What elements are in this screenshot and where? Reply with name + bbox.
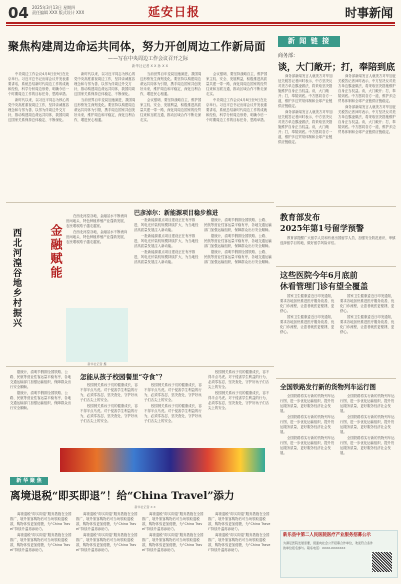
notice-subheadline: 2025年第1号留学预警: [280, 223, 364, 233]
vertical-red-headline: 金融赋能: [49, 224, 63, 280]
food-column-2: 校园餐关系孩子们的健康成长，容不得半点马虎。对于侵害学生利益的行为，必须零容忍，坚决查处，守护好孩子们舌尖上的安全。 校园餐关系孩子们的健康成长，容不得半点马虎。对于侵害学生利益的行为，必须零容忍，坚决查处，守护好孩子们舌尖上的安全。: [144, 383, 202, 423]
main-subheadline: ——写在中央周边工作会议召开之际: [107, 56, 188, 62]
hospital-headline: 这些医院今年6月底前: [280, 270, 358, 280]
hospital-column-1: 国家卫生健康委近日印发通知，要求各地加快推进医疗服务改善，优化门诊流程，让患者就医更便捷、更舒心。 国家卫生健康委近日印发通知，要求各地加快推进医疗服务改善，优化门诊流程，让患者就医更便捷、更舒心。: [280, 294, 335, 334]
main-headline: 聚焦构建周边命运共同体，努力开创周边工作新局面: [8, 40, 266, 53]
hospital-column-2: 国家卫生健康委近日印发通知，要求各地加快推进医疗服务改善，优化门诊流程，让患者就医更便捷、更舒心。 国家卫生健康委近日印发通知，要求各地加快推进医疗服务改善，优化门诊流程，让患者就医更便捷、更舒心。: [340, 294, 395, 334]
center-column-2: 据统计，清明节假期全国铁路、公路、民航等营业性客运量平稳有序，各地交通运输部门加强运输组织，保障群众出行安全顺畅。 据统计，清明节假期全国铁路、公路、民航等营业性客运量平稳有序，各地交通运输部门加强运输组织，保障群众出行安全顺畅。 据统计，清明节假期全国铁路、公路、民航等营业性客运量平稳有序，各地交通运输部门加强运输组织，保障群众出行安全顺畅。: [204, 218, 272, 264]
lower-column-1: 据统计，清明节假期全国铁路、公路、民航等营业性客运量平稳有序，各地交通运输部门加强运输组织，保障群众出行安全顺畅。 据统计，清明节假期全国铁路、公路、民航等营业性客运量平稳有序，各地交通运输部门加强运输组织，保障群众出行安全顺畅。: [10, 370, 72, 410]
divider-lower: [6, 366, 274, 367]
side-story-label: 商务部：: [278, 53, 299, 59]
rail-headline: 全国铁路发行新的货物列车运行图: [280, 383, 376, 391]
bottom-headline: 离境退税“即买即退”！给“China Travel”添力: [10, 490, 235, 502]
side-column-2: 商务部新闻发言人就美方对华加征关税答记者问时表示，中方坚决反对美方单边霸凌做法，将采取坚决措施维护自身正当权益。谈，大门敞开；打，奉陪到底。中方愿同各方一道，维护多边贸易体制和全球产业链供应链稳定。 商务部新闻发言人就美方对华加征关税答记者问时表示，中方坚决反对美方单边霸凌做法，将采取坚决措施维护自身正当权益。谈，大门敞开；打，奉陪到底。中方愿同各方一道，维护多边贸易体制和全球产业链供应链稳定。: [338, 74, 396, 134]
page-number: 04: [8, 4, 29, 22]
section-title: 时事新闻: [344, 6, 393, 20]
bottom-byline: 新华社记者 X X: [134, 505, 156, 509]
notice-headline: 教育部发布: [280, 212, 320, 222]
main-column-2: 新时代以来，以习近平同志为核心的党中央高度重视周边工作，坚持亲诚惠容理念和与邻为善、以邻为伴周边外交方针，推动构建周边命运共同体，我国同周边国家关系保持总体稳定、不断深化。 当前世界百年变局加速演进，我国周边形势发生深刻变化。要坚持以构建周边命运共同体为引领，携手周边国家共创美好未来，维护周边和平稳定，深化互利合作，增进民心相通。: [74, 72, 136, 122]
qr-code-icon: [372, 552, 392, 572]
center-story-headline: 巴彦淖尔：新能源项目稳步推进: [134, 210, 219, 217]
rail-column-2: 全国铁路将实行新的货物列车运行图，进一步优化运输组织，提升货运服务质量，更好服务经济社会发展。 全国铁路将实行新的货物列车运行图，进一步优化运输组织，提升货运服务质量，更好服务经济社会发展。 全国铁路将实行新的货物列车运行图，进一步优化运输组织，提升货运服务质量，更好服务经济社会发展。: [340, 394, 395, 455]
divider-notice: [276, 266, 396, 267]
divider-main: [6, 202, 274, 203]
side-column-1: 商务部新闻发言人就美方对华加征关税答记者问时表示，中方坚决反对美方单边霸凌做法，将采取坚决措施维护自身正当权益。谈，大门敞开；打，奉陪到底。中方愿同各方一道，维护多边贸易体制和全球产业链供应链稳定。 商务部新闻发言人就美方对华加征关税答记者问时表示，中方坚决反对美方单边霸凌做法，将采取坚决措施维护自身正当权益。谈，大门敞开；打，奉陪到底。中方愿同各方一道，维护多边贸易体制和全球产业链供应链稳定。: [278, 74, 333, 144]
lower-column-4: 校园餐关系孩子们的健康成长，容不得半点马虎。对于侵害学生利益的行为，必须零容忍，坚决查处，守护好孩子们舌尖上的安全。 校园餐关系孩子们的健康成长，容不得半点马虎。对于侵害学生利益的行为，必须零容忍，坚决查处，守护好孩子们舌尖上的安全。: [208, 370, 270, 410]
feature-tag: 新 华 聚 焦: [10, 477, 48, 485]
main-column-1: 中央周边工作会议4月8日至9日在北京举行。习近平总书记出席会议并发表重要讲话，系统总结新时代周边工作的成就和经验，科学分析周边形势，明确今后一个时期周边工作的目标任务、思路举措。 新时代以来，以习近平同志为核心的党中央高度重视周边工作，坚持亲诚惠容理念和与邻为善、以邻为伴周边外交方针，推动构建周边命运共同体，我国同周边国家关系保持总体稳定、不断深化。: [8, 72, 70, 122]
vertical-story-text: 在西北河湟谷地，金融活水不断流向田间地头，特色种植养殖产业蓬勃发展，农民增收路子越走越宽。 在西北河湟谷地，金融活水不断流向田间地头，特色种植养殖产业蓬勃发展，农民增收路子越走越宽。: [66, 214, 128, 244]
header-rule-thin: [6, 25, 395, 26]
ad-headline: 新乐县中第二人民医院医疗产业服务招募公示: [283, 533, 371, 538]
header-rule: [6, 22, 395, 24]
decorative-photo-band: [60, 448, 265, 472]
ad-text: 为满足医院发展需要，现面向社会公开招募合作单位，欢迎符合条件的单位报名参与。联系电话：XXXX-XXXXXXX: [283, 541, 373, 550]
vertical-photo-caption: 新华社记者 摄: [87, 362, 107, 366]
bottom-column-3: 离境退税“即买即退”服务措施在全国推广，境外旅客购物后可当场领取退税款，购物体验更加便捷，为“China Travel”持续升温再添助力。 离境退税“即买即退”服务措施在全国推广，境外旅客购物后可当场领取退税款，购物体验更加便捷，为“China Travel”持续升温再添助力。: [142, 512, 204, 552]
vertical-headline: 西北河湟谷地乡村振兴: [11, 228, 21, 328]
rail-column-1: 全国铁路将实行新的货物列车运行图，进一步优化运输组织，提升货运服务质量，更好服务经济社会发展。 全国铁路将实行新的货物列车运行图，进一步优化运输组织，提升货运服务质量，更好服务经济社会发展。 全国铁路将实行新的货物列车运行图，进一步优化运输组织，提升货运服务质量，更好服务经济社会发展。: [280, 394, 335, 455]
divider-hospital: [276, 378, 396, 379]
center-column-1: 一批新能源重点项目建设正在有序推进，风电光伏装机规模持续扩大，为当地经济高质量发展注入新动能。 一批新能源重点项目建设正在有序推进，风电光伏装机规模持续扩大，为当地经济高质量发展注入新动能。 一批新能源重点项目建设正在有序推进，风电光伏装机规模持续扩大，为当地经济高质量发展注入新动能。: [134, 218, 199, 264]
editor-text: 责任编辑 XXX 版式设计 XXX: [32, 10, 85, 15]
news-link-banner: 新 闻 链 接: [278, 36, 340, 47]
food-column-1: 校园餐关系孩子们的健康成长，容不得半点马虎。对于侵害学生利益的行为，必须零容忍，坚决查处，守护好孩子们舌尖上的安全。 校园餐关系孩子们的健康成长，容不得半点马虎。对于侵害学生利益的行为，必须零容忍，坚决查处，守护好孩子们舌尖上的安全。: [80, 383, 138, 423]
newspaper-logo: 延安日报: [148, 5, 201, 19]
bottom-column-1: 离境退税“即买即退”服务措施在全国推广，境外旅客购物后可当场领取退税款，购物体验更加便捷，为“China Travel”持续升温再添助力。 离境退税“即买即退”服务措施在全国推广，境外旅客购物后可当场领取退税款，购物体验更加便捷，为“China Travel”持续升温再添助力。: [10, 512, 72, 552]
date-text: 2025年3月13日 星期四: [32, 5, 76, 10]
food-headline: 怎能从孩子校园餐里“夺食”？: [80, 373, 166, 381]
side-story-headline: 谈，大门敞开；打，奉陪到底: [278, 63, 396, 73]
main-column-4: 会议强调，要坚持战略自主，维护国家主权、安全、发展利益，积极推进高质量共建一带一路，深化同周边国家的经贸往来和互联互通，推动区域合作不断走深走实。 中央周边工作会议4月8日至9日在北京举行。习近平总书记出席会议并发表重要讲话，系统总结新时代周边工作的成就和经验，科学分析周边形势，明确今后一个时期周边工作的目标任务、思路举措。: [206, 72, 268, 122]
issue-date: [32, 5, 84, 15]
divider-side: [276, 206, 396, 207]
hospital-subheadline: 休看管理门诊有望全覆盖: [280, 281, 368, 291]
main-byline: 新华社记者 X X 孙 X X: [131, 64, 169, 68]
notice-text: 教育部提醒广大留学人员和有意出国留学人员，加强安全防范意识，审慎选择留学目的地，做好留学风险评估。: [280, 236, 396, 245]
vertical-story-photo: [66, 308, 128, 362]
main-column-3: 当前世界百年变局加速演进，我国周边形势发生深刻变化。要坚持以构建周边命运共同体为引领，携手周边国家共创美好未来，维护周边和平稳定，深化互利合作，增进民心相通。 会议强调，要坚持战略自主，维护国家主权、安全、发展利益，积极推进高质量共建一带一路，深化同周边国家的经贸往来和互联互通，推动区域合作不断走深走实。: [140, 72, 202, 122]
bottom-column-4: 离境退税“即买即退”服务措施在全国推广，境外旅客购物后可当场领取退税款，购物体验更加便捷，为“China Travel”持续升温再添助力。 离境退税“即买即退”服务措施在全国推广，境外旅客购物后可当场领取退税款，购物体验更加便捷，为“China Travel”持续升温再添助力。: [208, 512, 271, 552]
bottom-column-2: 离境退税“即买即退”服务措施在全国推广，境外旅客购物后可当场领取退税款，购物体验更加便捷，为“China Travel”持续升温再添助力。 离境退税“即买即退”服务措施在全国推广，境外旅客购物后可当场领取退税款，购物体验更加便捷，为“China Travel”持续升温再添助力。: [76, 512, 138, 552]
